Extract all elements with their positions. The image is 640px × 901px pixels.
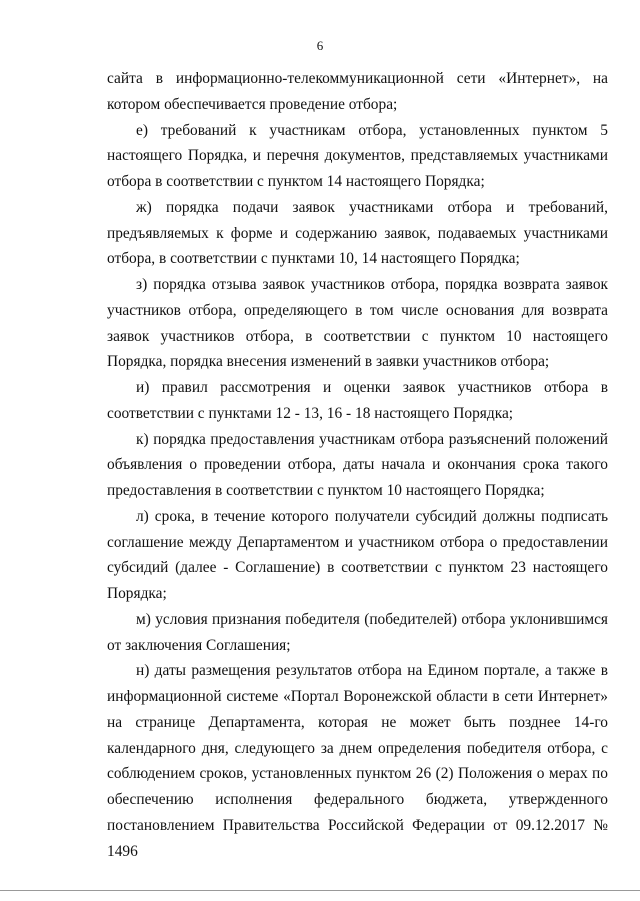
paragraph-item-zh: ж) порядка подачи заявок участниками отбора и требований, предъявляемых к форме и содержанию заявок, подаваемых участниками отбора, в соответствии с пунктами 10, 14 настоящего Порядка;	[107, 198, 608, 268]
paragraph-item-l: л) срока, в течение которого получатели субсидий должны подписать соглашение между Департаментом и участником отбора о предоставлении субсидий (далее - Соглашение) в соответствии с пунктом 23 настоящего Порядка;	[107, 507, 608, 602]
paragraph-item-n: н) даты размещения результатов отбора на Едином портале, а также в информационной системе «Портал Воронежской области в сети Интернет» на странице Департамента, которая не может быть позднее 14-го календарного дня, следующего за днем определения победителя отбора, с соблюдением сроков, установленных пунктом 26 (2) Положения о мерах по обеспечению исполнения федерального бюджета, утвержденного постановлением Правительства Российской Федерации от 09.12.2017 № 1496	[107, 662, 608, 860]
page-number: 6	[316, 38, 324, 53]
paragraph-item-z: з) порядка отзыва заявок участников отбора, порядка возврата заявок участников отбора, определяющего в том числе основания для возврата заявок участников отбора, в соответствии с пунктом 10 настоящего Порядка, порядка внесения изменений в заявки участников отбора;	[107, 276, 608, 371]
paragraph-item-k: к) порядка предоставления участникам отбора разъяснений положений объявления о проведении отбора, даты начала и окончания срока такого предоставления в соответствии с пунктом 10 настоящего Порядка;	[107, 430, 608, 499]
paragraph-item-e: е) требований к участникам отбора, установленных пунктом 5 настоящего Порядка, и перечня документов, представляемых участниками отбора в соответствии с пунктом 14 настоящего Порядка;	[107, 121, 608, 190]
document-body	[107, 66, 608, 864]
page-bottom-edge	[0, 890, 640, 891]
paragraph-item-i: и) правил рассмотрения и оценки заявок участников отбора в соответствии с пунктами 12 - 13, 16 - 18 настоящего Порядка;	[107, 379, 608, 422]
paragraph-continuation: сайта в информационно-телекоммуникационной сети «Интернет», на котором обеспечивается проведение отбора;	[107, 70, 608, 113]
paragraph-item-m: м) условия признания победителя (победителей) отбора уклонившимся от заключения Соглашения;	[107, 610, 608, 654]
